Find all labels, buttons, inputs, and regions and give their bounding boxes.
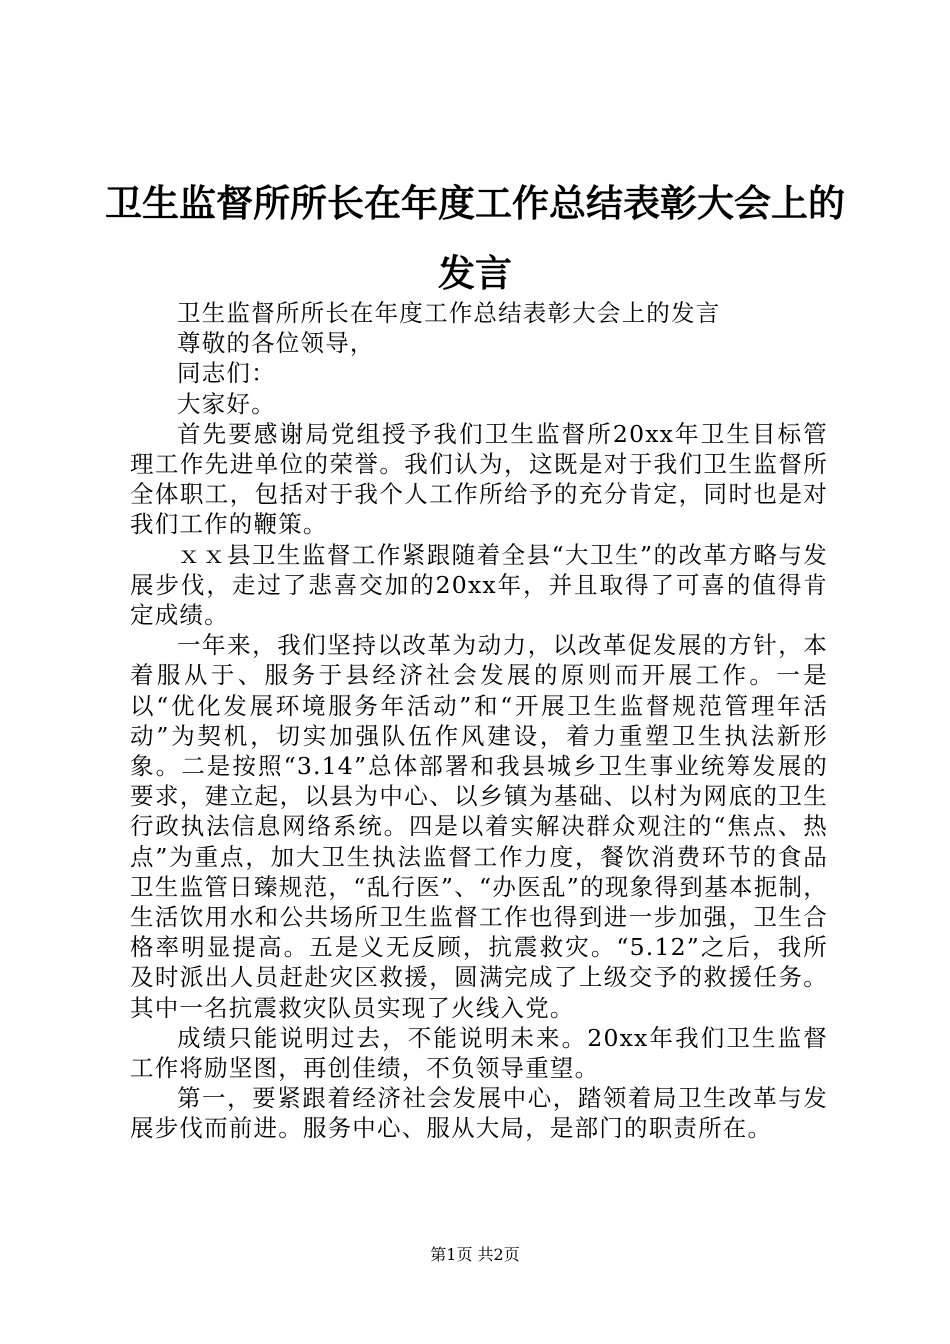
page-title: 卫生监督所所长在年度工作总结表彰大会上的发言 bbox=[105, 181, 845, 295]
paragraph-salutation-comrades: 同志们： bbox=[177, 359, 276, 388]
paragraph-county-work: ｘｘ县卫生监督工作紧跟随着全县“大卫生”的改革方略与发展步伐，走过了悲喜交加的20xx年，并且取得了可喜的值得肯定成绩。 bbox=[130, 540, 828, 630]
document-body bbox=[130, 298, 828, 1144]
paragraph-salutation: 尊敬的各位领导， bbox=[177, 329, 375, 358]
paragraph-year-review: 一年来，我们坚持以改革为动力，以改革促发展的方针，本着服从于、服务于县经济社会发展的原则而开展工作。一是以“优化发展环境服务年活动”和“开展卫生监督规范管理年活动”为契机，切实加强队伍作风建设，着力重塑卫生执法新形象。二是按照“3.14”总体部署和我县城乡卫生事业统筹发展的要求，建立起，以县为中心、以乡镇为基础、以村为网底的卫生行政执法信息网络系统。四是以着实解决群众观注的“焦点、热点”为重点，加大卫生执法监督工作力度，餐饮消费环节的食品卫生监管日臻规范，“乱行医”、“办医乱”的现象得到基本扼制，生活饮用水和公共场所卫生监督工作也得到进一步加强，卫生合格率明显提高。五是义无反顾，抗震救灾。“5.12”之后，我所及时派出人员赶赴灾区救援，圆满完成了上级交予的救援任务。其中一名抗震救灾队员实现了火线入党。 bbox=[130, 631, 828, 1022]
paragraph-first-point: 第一，要紧跟着经济社会发展中心，踏领着局卫生改革与发展步伐而前进。服务中心、服从大局，是部门的职责所在。 bbox=[130, 1084, 828, 1143]
page-footer: 第1页 共2页 bbox=[430, 1245, 520, 1264]
paragraph-greeting: 大家好。 bbox=[177, 389, 276, 418]
paragraph-subtitle: 卫生监督所所长在年度工作总结表彰大会上的发言 bbox=[177, 299, 721, 327]
paragraph-future: 成绩只能说明过去，不能说明未来。20xx年我们卫生监督工作将励坚图，再创佳绩，不负领导重望。 bbox=[130, 1023, 828, 1083]
paragraph-thanks: 首先要感谢局党组授予我们卫生监督所20xx年卫生目标管理工作先进单位的荣誉。我们认为，这既是对于我们卫生监督所全体职工，包括对于我个人工作所给予的充分肯定，同时也是对我们工作的鞭策。 bbox=[130, 419, 828, 539]
